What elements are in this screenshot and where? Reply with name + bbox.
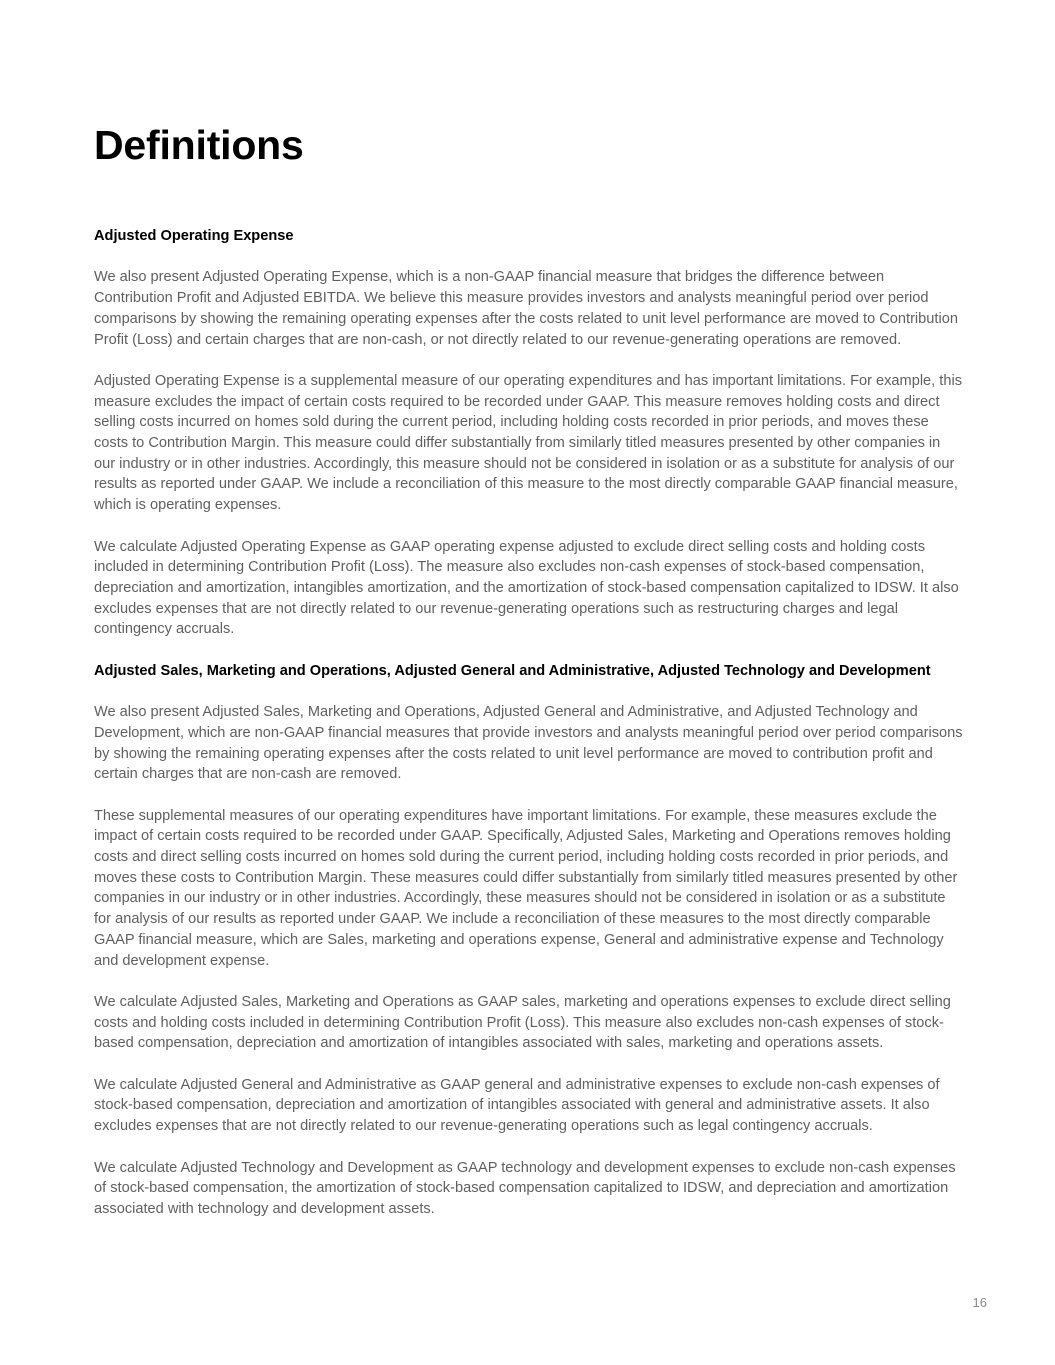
paragraph: We calculate Adjusted Technology and Development as GAAP technology and development expenses to exclude non-cash expenses of stock-based compensation, the amortization of stock-based compensation capitalized to IDSW, and depreciation and amortization associated with technology and development assets. <box>94 1159 956 1217</box>
page-title: Definitions <box>94 122 304 168</box>
paragraph: We also present Adjusted Operating Expense, which is a non-GAAP financial measure that bridges the difference between Contribution Profit and Adjusted EBITDA. We believe this measure provides investors and analysts meaningful period over period comparisons by showing the remaining operating expenses after the costs related to unit level performance are moved to Contribution Profit (Loss) and certain charges that are non-cash, or not directly related to our revenue-generating operations are removed. <box>94 269 958 348</box>
paragraph: We calculate Adjusted Operating Expense as GAAP operating expense adjusted to exclude direct selling costs and holding costs included in determining Contribution Profit (Loss). The measure also excludes non-cash expenses of stock-based compensation, depreciation and amortization, intangibles amortization, and the amortization of stock-based compensation capitalized to IDSW. It also excludes expenses that are not directly related to our revenue-generating operations such as restructuring charges and legal contingency accruals. <box>94 538 959 638</box>
paragraph: We calculate Adjusted Sales, Marketing and Operations as GAAP sales, marketing and operations expenses to exclude direct selling costs and holding costs included in determining Contribution Profit (Loss). This measure also excludes non-cash expenses of stock-based compensation, depreciation and amortization of intangibles associated with sales, marketing and operations assets. <box>94 993 951 1052</box>
section-heading-adjusted-sub-measures: Adjusted Sales, Marketing and Operations, Adjusted General and Administrative, Adjusted Technology and Development <box>94 662 931 679</box>
paragraph: We calculate Adjusted General and Administrative as GAAP general and administrative expenses to exclude non-cash expenses of stock-based compensation, depreciation and amortization of intangibles associated with general and administrative assets. It also excludes expenses that are not directly related to our revenue-generating operations such as legal contingency accruals. <box>94 1076 940 1135</box>
paragraph: These supplemental measures of our operating expenditures have important limitations. For example, these measures exclude the impact of certain costs required to be recorded under GAAP. Specifically, Adjusted Sales, Marketing and Operations removes holding costs and direct selling costs incurred on homes sold during the current period, including holding costs recorded in prior periods, and moves these costs to Contribution Margin. These measures could differ substantially from similarly titled measures presented by other companies in our industry or in other industries. Accordingly, these measures should not be considered in isolation or as a substitute for analysis of our results as reported under GAAP. We include a reconciliation of these measures to the most directly comparable GAAP financial measure, which are Sales, marketing and operations expense, General and administrative expense and Technology and development expense. <box>94 807 958 969</box>
paragraph: We also present Adjusted Sales, Marketing and Operations, Adjusted General and Administrative, and Adjusted Technology and Development, which are non-GAAP financial measures that provide investors and analysts meaningful period over period comparisons by showing the remaining operating expenses after the costs related to unit level performance are moved to contribution profit and certain charges that are non-cash are removed. <box>94 704 963 783</box>
paragraph: Adjusted Operating Expense is a supplemental measure of our operating expenditures and has important limitations. For example, this measure excludes the impact of certain costs required to be recorded under GAAP. This measure removes holding costs and direct selling costs incurred on homes sold during the current period, including holding costs recorded in prior periods, and moves these costs to Contribution Margin. This measure could differ substantially from similarly titled measures presented by other companies in our industry or in other industries. Accordingly, this measure should not be considered in isolation or as a substitute for analysis of our results as reported under GAAP. We include a reconciliation of this measure to the most directly comparable GAAP financial measure, which is operating expenses. <box>94 372 962 514</box>
page-number: 16 <box>972 1295 987 1310</box>
document-body <box>94 226 964 1220</box>
section-heading-adjusted-operating-expense: Adjusted Operating Expense <box>94 228 294 244</box>
